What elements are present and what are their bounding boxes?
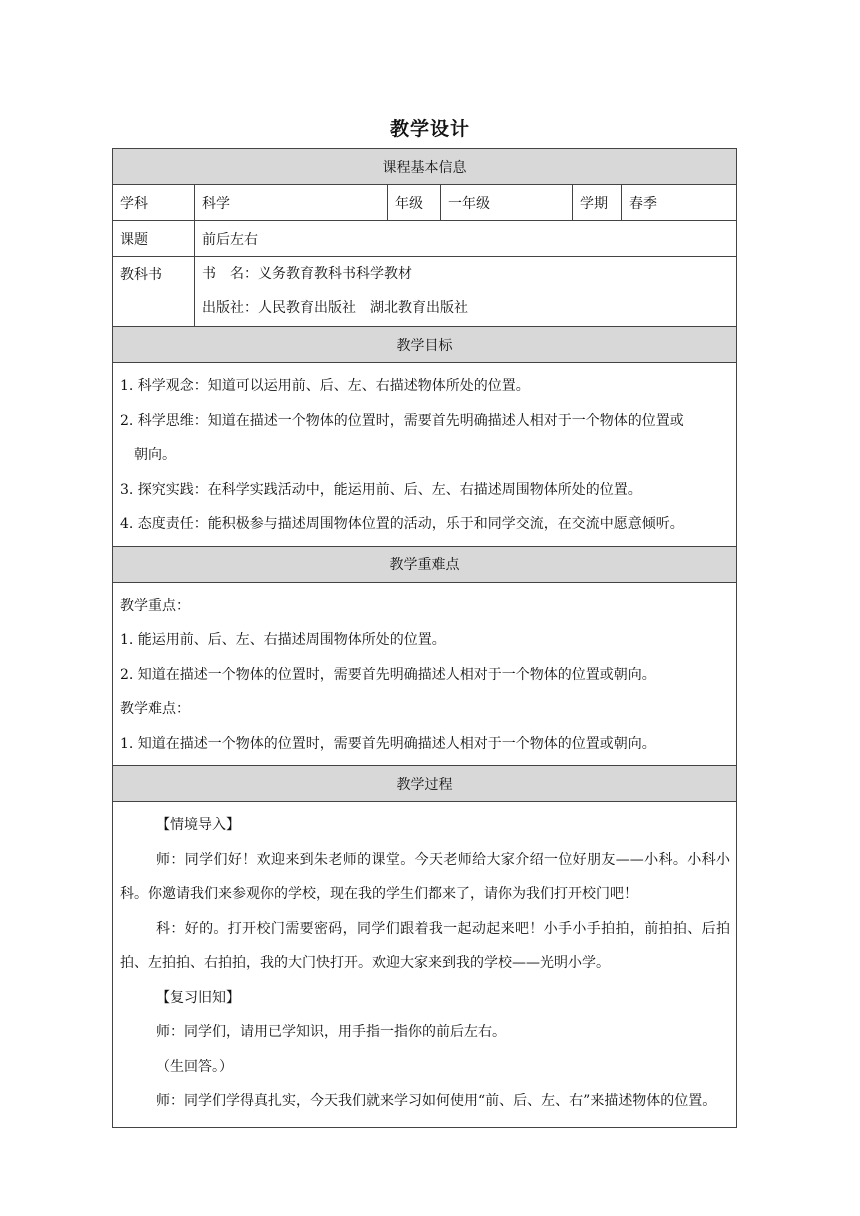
key-points-heading: 教学重难点 [113, 547, 736, 583]
grade-value: 一年级 [441, 185, 573, 220]
basic-info-heading: 课程基本信息 [113, 149, 736, 185]
process-paragraph: 师：同学们好！欢迎来到朱老师的课堂。今天老师给大家介绍一位好朋友——小科。小科小科。你邀请我们来参观你的学校，现在我的学生们都来了，请你为我们打开校门吧！ [120, 851, 730, 902]
objective-item: 1. 科学观念：知道可以运用前、后、左、右描述物体所处的位置。 [120, 378, 530, 394]
process-content [113, 802, 736, 1127]
objective-item: 2. 科学思维：知道在描述一个物体的位置时，需要首先明确描述人相对于一个物体的位置或 [120, 412, 684, 429]
section-heading: 【情境导入】 [156, 817, 240, 833]
objective-item: 4. 态度责任：能积极参与描述周围物体位置的活动，乐于和同学交流，在交流中愿意倾听。 [120, 516, 684, 532]
objectives-heading: 教学目标 [113, 327, 736, 363]
term-label: 学期 [573, 185, 622, 220]
subject-label: 学科 [113, 185, 195, 220]
grade-label: 年级 [388, 185, 441, 220]
textbook-label: 教科书 [113, 257, 195, 326]
textbook-publisher: 出版社：人民教育出版社 湖北教育出版社 [202, 300, 468, 316]
textbook-info [195, 257, 736, 326]
objectives-list [113, 363, 736, 547]
focus-label: 教学重点： [120, 597, 190, 614]
term-value: 春季 [629, 195, 657, 212]
subject-value: 科学 [195, 185, 388, 220]
lesson-plan-table [112, 148, 737, 1128]
process-paragraph: 师：同学们，请用已学知识，用手指一指你的前后左右。 [156, 1024, 506, 1040]
process-paragraph: （生回答。） [156, 1058, 233, 1075]
topic-value: 前后左右 [202, 231, 258, 248]
key-points-list [113, 583, 736, 767]
topic-row [113, 221, 736, 257]
objective-item-continued: 朝向。 [134, 447, 176, 463]
difficulty-label: 教学难点： [120, 701, 190, 717]
focus-item: 1. 能运用前、后、左、右描述周围物体所处的位置。 [120, 632, 446, 648]
topic-label: 课题 [113, 221, 195, 256]
section-heading: 【复习旧知】 [156, 989, 240, 1006]
document-title: 教学设计 [389, 118, 470, 140]
difficulty-item: 1. 知道在描述一个物体的位置时，需要首先明确描述人相对于一个物体的位置或朝向。 [120, 735, 656, 752]
focus-item: 2. 知道在描述一个物体的位置时，需要首先明确描述人相对于一个物体的位置或朝向。 [120, 666, 656, 683]
subject-row [113, 185, 736, 221]
objective-item: 3. 探究实践：在科学实践活动中，能运用前、后、左、右描述周围物体所处的位置。 [120, 481, 642, 498]
textbook-name: 书 名：义务教育教科书科学教材 [202, 266, 412, 282]
textbook-row [113, 257, 736, 327]
process-paragraph: 科：好的。打开校门需要密码，同学们跟着我一起动起来吧！小手小手拍拍，前拍拍、后拍拍、左拍拍、右拍拍，我的大门快打开。欢迎大家来到我的学校——光明小学。 [120, 920, 730, 971]
process-paragraph: 师：同学们学得真扎实，今天我们就来学习如何使用“前、后、左、右”来描述物体的位置。 [156, 1093, 717, 1109]
process-heading: 教学过程 [113, 766, 736, 802]
